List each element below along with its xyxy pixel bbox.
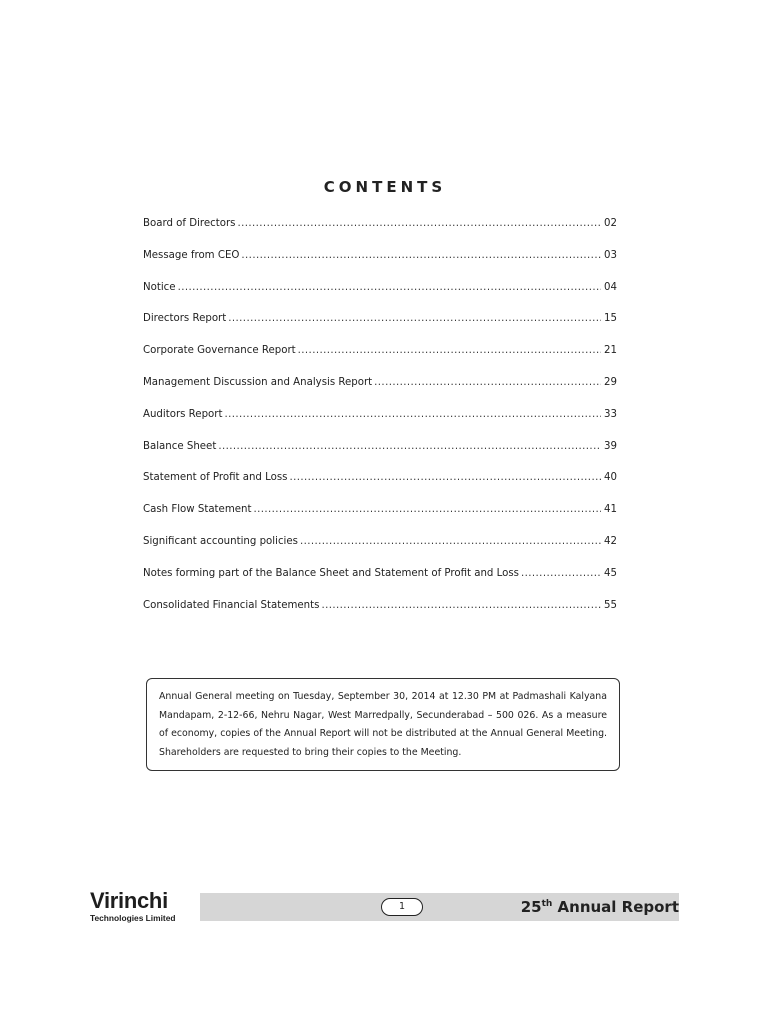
- contents-title: CONTENTS: [323, 178, 447, 196]
- toc-entry-label: Statement of Profit and Loss: [143, 472, 288, 484]
- page-number: 1: [398, 901, 406, 912]
- agm-notice-text: Annual General meeting on Tuesday, September 30, 2014 at 12.30 PM at Padmashali Kalyana Mandapam, 2-12-66, Nehru Nagar, West Marredpally, Secunderabad – 500 026. As a measure of economy, copies of the Annual Report will not be distributed at the Annual General Meeting. Shareholders are requested to bring their copies to the Meeting.: [159, 691, 607, 758]
- toc-entry-message-from-ceo[interactable]: [143, 250, 617, 282]
- toc-entry-cash-flow-statement[interactable]: [143, 504, 617, 536]
- company-logo-subtitle: Technologies Limited: [90, 913, 176, 923]
- dot-leader: [321, 600, 601, 611]
- toc-entry-label: Consolidated Financial Statements: [143, 599, 320, 611]
- toc-entry-notice[interactable]: [143, 282, 617, 314]
- report-label: Annual Report: [557, 898, 679, 916]
- toc-entry-corporate-governance-report[interactable]: [143, 345, 617, 377]
- agm-notice-box: [146, 678, 620, 771]
- toc-entry-auditors-report[interactable]: [143, 409, 617, 441]
- toc-entry-label: Cash Flow Statement: [143, 504, 252, 516]
- toc-entry-label: Notice: [143, 281, 176, 293]
- dot-leader: [289, 472, 601, 483]
- toc-entry-label: Balance Sheet: [143, 440, 217, 452]
- dot-leader: [241, 250, 601, 261]
- report-number: 25: [520, 898, 542, 916]
- toc-entry-page: 40: [604, 472, 617, 484]
- toc-entry-page: 33: [604, 408, 617, 420]
- dot-leader: [374, 377, 601, 388]
- toc-entry-significant-accounting-policies[interactable]: [143, 536, 617, 568]
- toc-entry-label: Board of Directors: [143, 218, 236, 229]
- toc-entry-board-of-directors[interactable]: [143, 218, 617, 250]
- dot-leader: [521, 568, 601, 579]
- toc-entry-directors-report[interactable]: [143, 313, 617, 345]
- toc-entry-page: 39: [604, 440, 617, 452]
- dot-leader: [237, 218, 601, 229]
- toc-entry-page: 45: [604, 567, 617, 579]
- dot-leader: [253, 504, 601, 515]
- toc-entry-management-discussion[interactable]: [143, 377, 617, 409]
- toc-entry-label: Notes forming part of the Balance Sheet and Statement of Profit and Loss: [143, 567, 519, 579]
- page-number-badge: [381, 898, 423, 916]
- toc-entry-consolidated-financial-statements[interactable]: [143, 600, 617, 632]
- toc-entry-page: 04: [604, 281, 617, 293]
- dot-leader: [228, 313, 601, 324]
- toc-entry-page: 42: [604, 535, 617, 547]
- annual-report-title: [521, 896, 679, 918]
- toc-entry-statement-of-profit-and-loss[interactable]: [143, 472, 617, 504]
- dot-leader: [218, 441, 601, 452]
- toc-entry-label: Significant accounting policies: [143, 535, 298, 547]
- toc-entry-page: 03: [604, 249, 617, 261]
- report-ordinal-suffix: th: [541, 899, 553, 909]
- toc-entry-page: 29: [604, 376, 617, 388]
- dot-leader: [178, 282, 601, 293]
- toc-entry-page: 21: [604, 345, 617, 357]
- company-logo: [90, 889, 200, 925]
- toc-entry-notes-forming-part[interactable]: [143, 568, 617, 600]
- toc-entry-label: Auditors Report: [143, 408, 223, 420]
- toc-entry-label: Message from CEO: [143, 249, 240, 261]
- toc-entry-label: Corporate Governance Report: [143, 345, 296, 357]
- toc-entry-page: 41: [604, 504, 617, 516]
- toc-entry-label: Management Discussion and Analysis Report: [143, 376, 373, 388]
- company-logo-name: Virinchi: [90, 888, 168, 913]
- toc-entry-balance-sheet[interactable]: [143, 441, 617, 473]
- toc-entry-page: 55: [604, 599, 617, 611]
- dot-leader: [298, 345, 601, 356]
- toc-entry-page: 15: [604, 313, 617, 325]
- dot-leader: [224, 409, 601, 420]
- table-of-contents: [143, 218, 617, 631]
- dot-leader: [300, 536, 601, 547]
- toc-entry-label: Directors Report: [143, 313, 227, 325]
- toc-entry-page: 02: [604, 218, 617, 229]
